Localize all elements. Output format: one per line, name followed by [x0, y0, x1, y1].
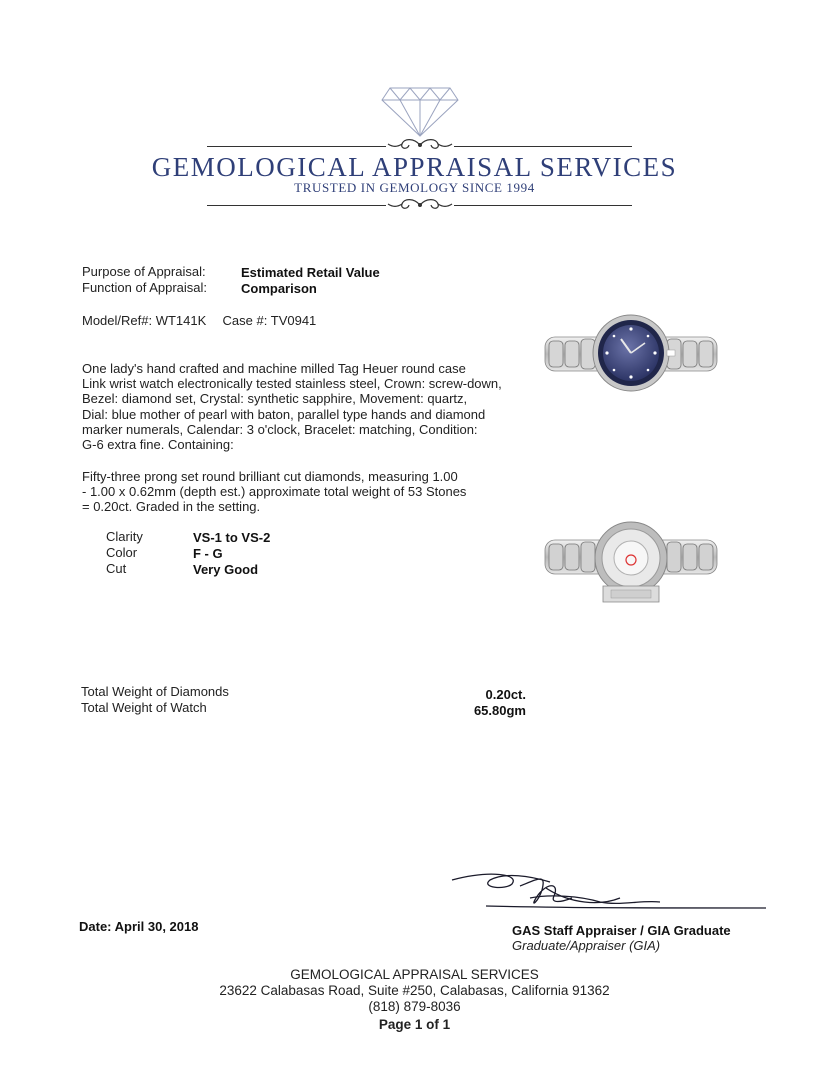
diamond-line: - 1.00 x 0.62mm (depth est.) approximate total weight of 53 Stones: [82, 484, 467, 500]
watch-front-photo: [541, 313, 721, 393]
description-line: marker numerals, Calendar: 3 o'clock, Bracelet: matching, Condition:: [82, 421, 478, 437]
total-diamond-weight-value: 0.20ct.: [485, 687, 526, 702]
purpose-label: Purpose of Appraisal:: [82, 264, 206, 279]
case-label: Case #:: [222, 313, 268, 328]
total-diamond-weight-label: Total Weight of Diamonds: [81, 684, 229, 699]
purpose-value: Estimated Retail Value: [241, 265, 380, 280]
description-line: One lady's hand crafted and machine milled Tag Heuer round case: [82, 361, 466, 376]
flourish-ornament-bottom-icon: [382, 194, 458, 216]
page-number: Page 1 of 1: [378, 1017, 451, 1032]
clarity-value: VS-1 to VS-2: [193, 530, 271, 545]
company-tagline: TRUSTED IN GEMOLOGY SINCE 1994: [294, 180, 535, 195]
function-label: Function of Appraisal:: [82, 280, 208, 295]
footer-address: 23622 Calabasas Road, Suite #250, Calabasas, California 91362: [219, 983, 610, 998]
color-label: Color: [106, 545, 138, 560]
appraisal-date: Date: April 30, 2018: [79, 919, 199, 934]
case-value: TV0941: [270, 313, 317, 328]
color-value: F - G: [193, 546, 223, 561]
company-name-heading: GEMOLOGICAL APPRAISAL SERVICES: [151, 152, 678, 182]
cut-value: Very Good: [193, 562, 259, 577]
appraiser-subtitle: Graduate/Appraiser (GIA): [512, 938, 661, 953]
diamond-logo-icon: [378, 80, 462, 140]
description-line: G-6 extra fine. Containing:: [82, 437, 234, 453]
appraiser-title: GAS Staff Appraiser / GIA Graduate: [512, 923, 731, 938]
diamond-line: Fifty-three prong set round brilliant cut diamonds, measuring 1.00: [82, 469, 458, 484]
appraiser-signature: [450, 868, 770, 918]
footer-company: GEMOLOGICAL APPRAISAL SERVICES: [290, 967, 539, 982]
total-watch-weight-label: Total Weight of Watch: [81, 700, 207, 715]
model-label: Model/Ref#:: [82, 313, 153, 328]
diamond-line: = 0.20ct. Graded in the setting.: [82, 499, 261, 515]
diamond-description: [82, 469, 466, 515]
function-value: Comparison: [241, 281, 317, 296]
total-watch-weight-value: 65.80gm: [473, 703, 526, 718]
footer-phone: (818) 879-8036: [368, 999, 461, 1014]
clarity-label: Clarity: [106, 529, 143, 544]
watch-back-photo: [541, 518, 721, 610]
description-line: Dial: blue mother of pearl with baton, parallel type hands and diamond: [82, 406, 486, 422]
model-value: WT141K: [155, 313, 207, 328]
watch-description: [82, 361, 502, 452]
cut-label: Cut: [106, 561, 127, 576]
model-ref-line: [82, 313, 316, 328]
description-line: Link wrist watch electronically tested stainless steel, Crown: screw-down,: [82, 376, 502, 392]
description-line: Bezel: diamond set, Crystal: synthetic sapphire, Movement: quartz,: [82, 391, 468, 407]
